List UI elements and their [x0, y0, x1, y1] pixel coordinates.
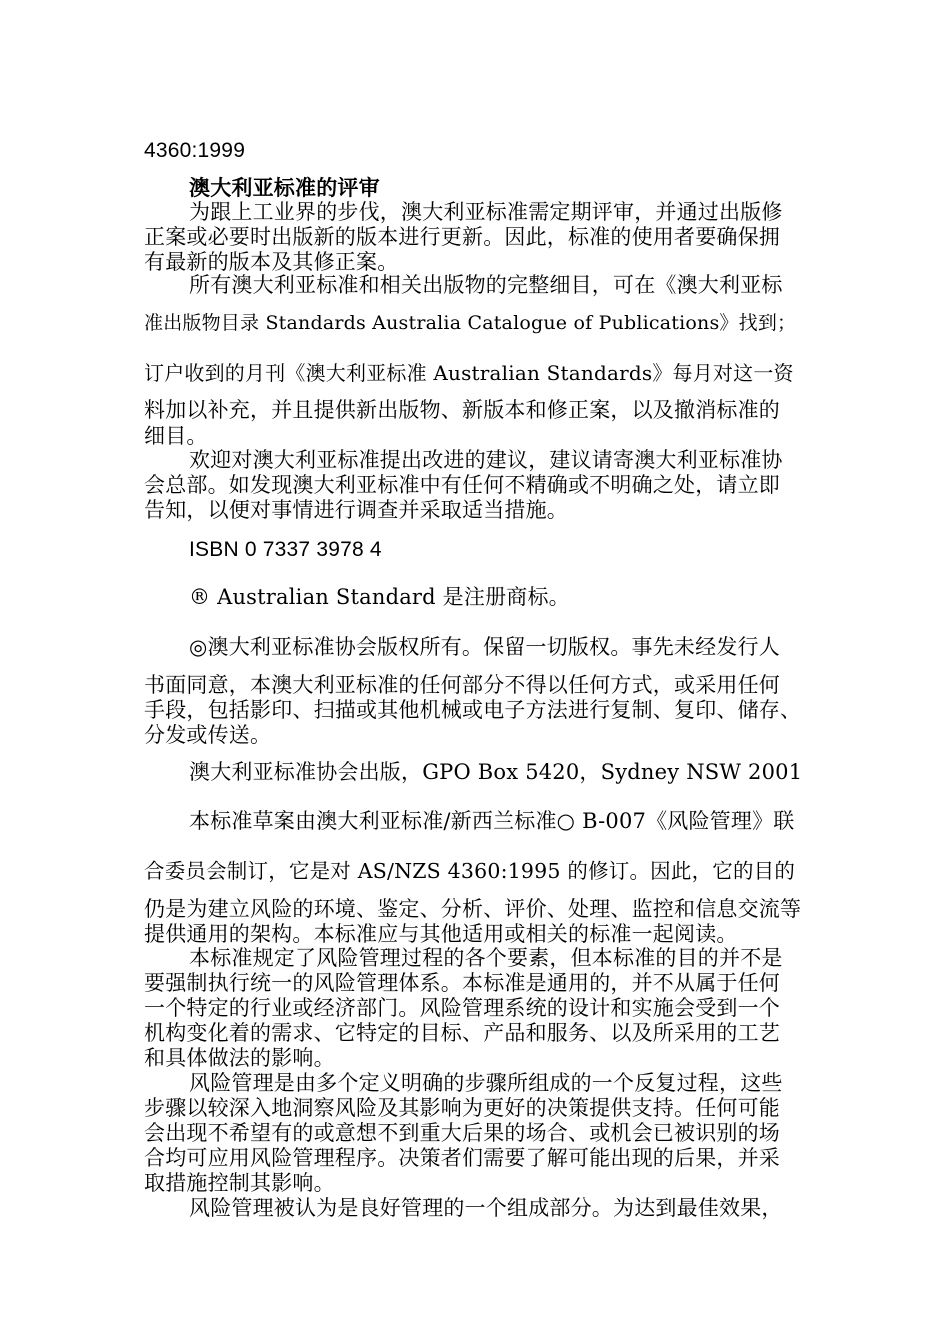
text-line: 一个特定的行业或经济部门。风险管理系统的设计和实施会受到一个	[144, 996, 780, 1020]
text-line: 分发或传送。	[144, 723, 272, 747]
text-line: 有最新的版本及其修正案。	[144, 250, 399, 274]
isbn-line: ISBN 0 7337 3978 4	[189, 538, 382, 561]
text-line: 手段，包括影印、扫描或其他机械或电子方法进行复制、复印、储存、	[144, 698, 802, 722]
text-line: 会出现不希望有的或意想不到重大后果的场合、或机会已被识别的场	[144, 1121, 780, 1145]
section-heading: 澳大利亚标准的评审	[189, 175, 380, 200]
text-line: 合委员会制订，它是对 AS/NZS 4360:1995 的修订。因此，它的目的	[144, 859, 796, 883]
document-number: 4360:1999	[144, 139, 246, 162]
text-line: 机构变化着的需求、它特定的目标、产品和服务、以及所采用的工艺	[144, 1021, 780, 1045]
text-line: 风险管理是由多个定义明确的步骤所组成的一个反复过程，这些	[189, 1071, 783, 1095]
text-line: 和具体做法的影响。	[144, 1046, 335, 1070]
text-line: 正案或必要时出版新的版本进行更新。因此，标准的使用者要确保拥	[144, 225, 780, 249]
text-line: 料加以补充，并且提供新出版物、新版本和修正案，以及撤消标准的	[144, 398, 780, 422]
text-line: 仍是为建立风险的环境、鉴定、分析、评价、处理、监控和信息交流等	[144, 897, 802, 921]
text-line: 风险管理被认为是良好管理的一个组成部分。为达到最佳效果，	[189, 1196, 783, 1220]
text-line: 订户收到的月刊《澳大利亚标准 Australian Standards》每月对这一资	[144, 361, 794, 385]
text-line: 准出版物目录 Standards Australia Catalogue of Publications》找到；	[144, 312, 797, 334]
text-line: 所有澳大利亚标准和相关出版物的完整细目，可在《澳大利亚标	[189, 273, 783, 297]
text-line: 书面同意，本澳大利亚标准的任何部分不得以任何方式，或采用任何	[144, 673, 780, 697]
text-line: 告知，以便对事情进行调查并采取适当措施。	[144, 498, 568, 522]
text-line: 细目。	[144, 424, 208, 448]
text-line: 合均可应用风险管理程序。决策者们需要了解可能出现的后果，并采	[144, 1146, 780, 1170]
text-line: 欢迎对澳大利亚标准提出改进的建议，建议请寄澳大利亚标准协	[189, 448, 783, 472]
text-line: 会总部。如发现澳大利亚标准中有任何不精确或不明确之处，请立即	[144, 473, 780, 497]
text-line: 本标准草案由澳大利亚标准/新西兰标准○ B-007《风险管理》联	[189, 809, 795, 833]
text-line: 本标准规定了风险管理过程的各个要素，但本标准的目的并不是	[189, 946, 783, 970]
text-line: ◎澳大利亚标准协会版权所有。保留一切版权。事先未经发行人	[189, 635, 780, 659]
text-line: 取措施控制其影响。	[144, 1171, 335, 1195]
text-line: 提供通用的架构。本标准应与其他适用或相关的标准一起阅读。	[144, 922, 738, 946]
text-line: 步骤以较深入地洞察风险及其影响为更好的决策提供支持。任何可能	[144, 1096, 780, 1120]
trademark-line: ® Australian Standard 是注册商标。	[189, 585, 570, 609]
text-line: 为跟上工业界的步伐，澳大利亚标准需定期评审，并通过出版修	[189, 200, 783, 224]
text-line: 要强制执行统一的风险管理体系。本标准是通用的，并不从属于任何	[144, 971, 780, 995]
publisher-line: 澳大利亚标准协会出版，GPO Box 5420，Sydney NSW 2001	[189, 760, 803, 784]
